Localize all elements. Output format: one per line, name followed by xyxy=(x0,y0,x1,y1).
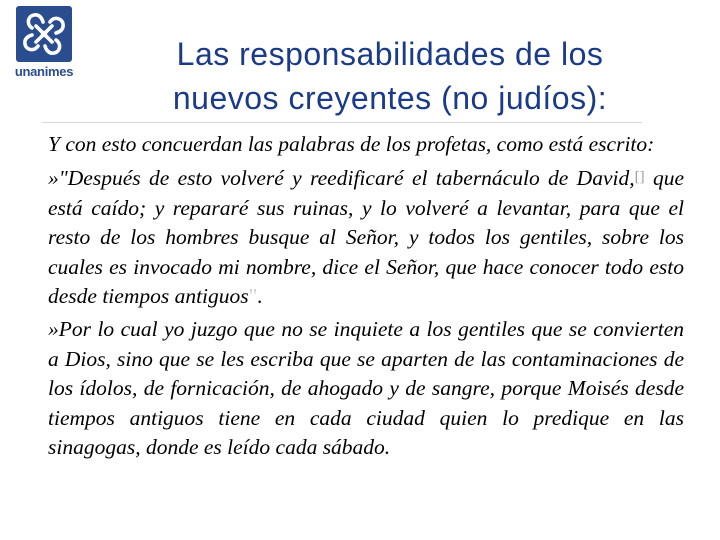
footnote-ref[interactable]: [] xyxy=(634,169,645,186)
logo xyxy=(8,6,80,80)
divider xyxy=(42,122,642,123)
slide-title xyxy=(90,32,690,120)
paragraph-2-end: . xyxy=(257,284,263,309)
faint-quote-mark: " xyxy=(248,284,258,309)
paragraph-3: »Por lo cual yo juzgo que no se inquiete a los gentiles que se convierten a Dios, sino que se les escriba que se aparten de las contaminaciones de los ídolos, de fornicación, de ahogado y de sangre, porque Moisés desde tiempos antiguos tiene en cada ciudad quien lo predique en las sinagogas, donde es leído cada sábado. xyxy=(48,317,684,460)
paragraph-2-part-b: que está caído; y repararé sus ruinas, y lo volveré a levantar, para que el resto de los hombres busque al Señor, y todos los gentiles, sobre los cuales es invocado mi nombre, dice el Señor, que hace conocer todo esto desde tiempos antiguos xyxy=(48,166,684,309)
title-line-1: Las responsabilidades de los xyxy=(176,36,604,72)
paragraph-2-part-a: »"Después de esto volveré y reedificaré el tabernáculo de David, xyxy=(48,166,635,191)
unanimes-logo-icon xyxy=(16,6,72,62)
body-text xyxy=(48,130,684,462)
title-line-2: nuevos creyentes (no judíos): xyxy=(172,80,608,116)
paragraph-1: Y con esto concuerdan las palabras de los profetas, como está escrito: xyxy=(48,132,655,156)
logo-wordmark: unanimes xyxy=(14,64,74,79)
paragraph-2 xyxy=(48,163,684,311)
